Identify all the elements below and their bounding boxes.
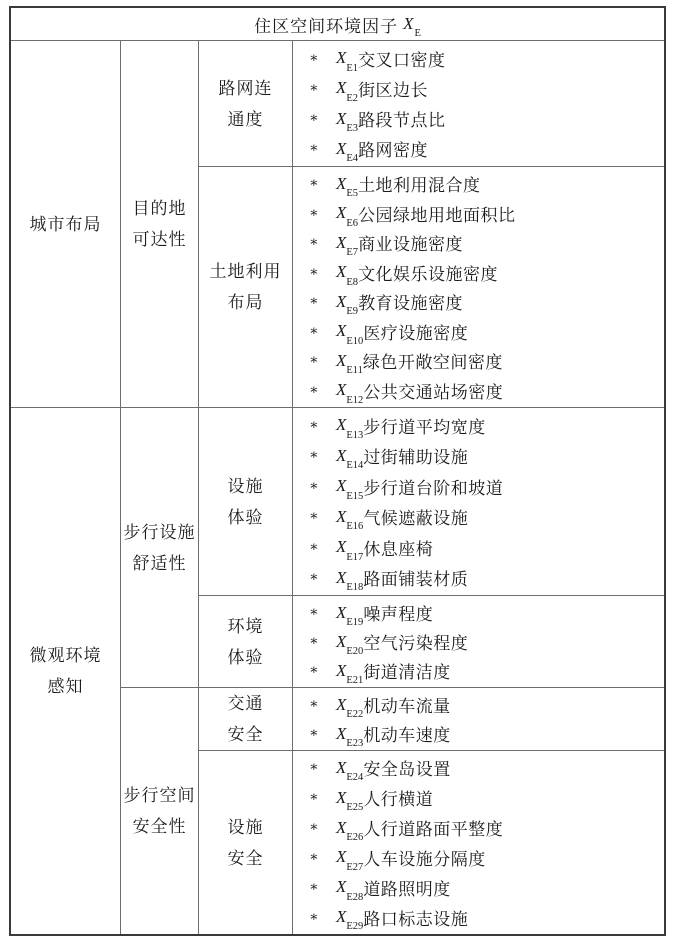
factor-item	[309, 289, 660, 318]
factor-label: 文化娱乐设施密度	[358, 264, 499, 284]
group-walking-space-safety	[121, 687, 664, 934]
asterisk-bullet: ∗	[309, 417, 319, 433]
asterisk-bullet: ∗	[309, 663, 319, 678]
factor-variable: $X_{E8}$	[336, 262, 359, 288]
subrow-facility-experience	[199, 408, 664, 595]
factor-item	[309, 474, 660, 502]
factor-variable: $X_{E28}$	[336, 877, 364, 903]
factor-label: 交叉口密度	[358, 50, 446, 70]
factor-variable: $X_{E4}$	[336, 138, 359, 165]
factor-label: 步行道台阶和坡道	[363, 478, 504, 498]
factor-list	[293, 41, 664, 166]
asterisk-bullet: ∗	[309, 605, 319, 620]
factor-variable: $X_{E13}$	[336, 415, 364, 441]
asterisk-bullet: ∗	[309, 634, 319, 649]
factor-item	[309, 106, 660, 135]
asterisk-bullet: ∗	[309, 697, 319, 712]
factor-label: 空气污染程度	[363, 634, 469, 653]
asterisk-bullet: ∗	[309, 111, 319, 127]
factor-item	[309, 443, 660, 472]
factor-label: 道路照明度	[363, 879, 451, 899]
factor-item	[309, 535, 660, 563]
factor-label: 公园绿地用地面积比	[358, 205, 516, 225]
factor-variable: $X_{E10}$	[336, 321, 364, 347]
factor-label: 医疗设施密度	[363, 323, 469, 343]
factor-item	[309, 565, 660, 594]
subgroup-cell-facility-safety: 设施 安全	[199, 751, 293, 934]
factor-item	[309, 348, 660, 377]
group-cell-walking-facility-comfort: 步行设施 舒适性	[121, 408, 199, 687]
factor-variable: $X_{E29}$	[336, 907, 364, 933]
factor-item	[309, 629, 660, 657]
factor-label: 路网密度	[358, 141, 429, 161]
asterisk-bullet: ∗	[309, 909, 319, 925]
factor-label: 绿色开敞空间密度	[362, 353, 503, 373]
table-title-text: 住区空间环境因子	[254, 16, 399, 36]
factor-list	[293, 688, 664, 750]
factor-variable: $X_{E1}$	[336, 48, 359, 74]
factor-variable: $X_{E27}$	[336, 847, 364, 873]
asterisk-bullet: ∗	[309, 235, 319, 251]
factor-variable: $X_{E3}$	[336, 108, 359, 135]
factor-item	[309, 378, 660, 406]
group-destination-accessibility	[121, 41, 664, 407]
factor-variable: $X_{E15}$	[336, 476, 364, 502]
section-micro-environment-perception	[11, 407, 664, 934]
factor-label: 步行道平均宽度	[363, 417, 486, 437]
subgroup-cell-traffic-safety: 交通 安全	[199, 688, 293, 750]
factor-item	[309, 905, 660, 933]
factor-item	[309, 692, 660, 720]
asterisk-bullet: ∗	[309, 879, 319, 895]
asterisk-bullet: ∗	[309, 820, 319, 836]
factor-variable: $X_{E12}$	[336, 380, 364, 406]
asterisk-bullet: ∗	[309, 50, 319, 66]
factor-list	[293, 167, 664, 407]
factor-item	[309, 658, 660, 686]
factor-variable: $X_{E24}$	[336, 757, 364, 784]
asterisk-bullet: ∗	[309, 539, 319, 555]
subrow-road-network-connectivity	[199, 41, 664, 166]
factor-variable: $X_{E20}$	[336, 631, 364, 657]
factor-item	[309, 721, 660, 749]
factor-label: 噪声程度	[363, 605, 434, 624]
factor-item	[309, 875, 660, 903]
asterisk-bullet: ∗	[309, 448, 319, 464]
factor-variable: $X_{E14}$	[336, 445, 364, 472]
factor-variable: $X_{E11}$	[336, 350, 363, 377]
factor-label: 安全岛设置	[363, 760, 451, 780]
subrow-environment-experience	[199, 595, 664, 687]
factor-variable: $X_{E22}$	[336, 694, 364, 720]
group-cell-walking-space-safety: 步行空间 安全性	[121, 688, 199, 934]
asterisk-bullet: ∗	[309, 80, 319, 96]
factor-item	[309, 815, 660, 843]
factor-label: 人行道路面平整度	[363, 820, 504, 840]
factor-list	[293, 596, 664, 687]
factor-label: 过街辅助设施	[363, 448, 469, 468]
factor-variable: $X_{E9}$	[336, 291, 359, 318]
factor-list	[293, 751, 664, 934]
asterisk-bullet: ∗	[309, 353, 319, 369]
category-cell-micro-environment-perception: 微观环境 感知	[11, 408, 121, 934]
asterisk-bullet: ∗	[309, 176, 319, 192]
factor-item	[309, 845, 660, 873]
factor-variable: $X_{E21}$	[336, 660, 364, 686]
factor-variable: $X_{E2}$	[336, 78, 359, 104]
group-walking-facility-comfort	[121, 408, 664, 687]
factor-item	[309, 76, 660, 104]
asterisk-bullet: ∗	[309, 382, 319, 398]
asterisk-bullet: ∗	[309, 849, 319, 865]
subgroup-cell-facility-experience: 设施 体验	[199, 408, 293, 595]
factor-label: 街区边长	[358, 80, 429, 100]
factor-label: 土地利用混合度	[358, 176, 481, 196]
factor-variable: $X_{E17}$	[336, 537, 364, 563]
asterisk-bullet: ∗	[309, 760, 319, 776]
asterisk-bullet: ∗	[309, 141, 319, 157]
asterisk-bullet: ∗	[309, 323, 319, 339]
factor-variable: $X_{E16}$	[336, 506, 364, 533]
subgroup-cell-land-use-layout: 土地利用 布局	[199, 167, 293, 407]
factor-label: 路口标志设施	[363, 909, 469, 929]
factor-item	[309, 319, 660, 347]
factor-label: 教育设施密度	[358, 294, 464, 314]
factor-variable: $X_{E26}$	[336, 817, 364, 843]
asterisk-bullet: ∗	[309, 264, 319, 280]
factor-variable: $X_{E6}$	[336, 203, 359, 229]
factor-label: 路段节点比	[358, 111, 446, 131]
factor-label: 机动车流量	[363, 697, 451, 716]
subgroup-cell-road-network-connectivity: 路网连 通度	[199, 41, 293, 166]
factor-label: 路面铺装材质	[363, 570, 469, 590]
asterisk-bullet: ∗	[309, 726, 319, 741]
factor-label: 机动车速度	[363, 726, 451, 745]
section-urban-layout	[11, 41, 664, 407]
factor-item	[309, 201, 660, 229]
subrow-traffic-safety	[199, 688, 664, 750]
factor-item	[309, 260, 660, 288]
table-title-variable: $X_E$	[403, 14, 421, 40]
factor-variable: $X_{E7}$	[336, 232, 359, 259]
factor-label: 休息座椅	[363, 539, 434, 559]
factor-item	[309, 136, 660, 165]
subrow-land-use-layout	[199, 166, 664, 407]
asterisk-bullet: ∗	[309, 790, 319, 806]
asterisk-bullet: ∗	[309, 570, 319, 586]
factor-label: 商业设施密度	[358, 235, 464, 255]
factor-item	[309, 230, 660, 259]
factor-label: 人行横道	[363, 790, 434, 810]
asterisk-bullet: ∗	[309, 294, 319, 310]
factor-variable: $X_{E23}$	[336, 723, 364, 749]
category-cell-urban-layout: 城市布局	[11, 41, 121, 407]
group-cell-destination-accessibility: 目的地 可达性	[121, 41, 199, 407]
asterisk-bullet: ∗	[309, 509, 319, 525]
factor-label: 街道清洁度	[363, 663, 451, 682]
factor-label: 公共交通站场密度	[363, 382, 504, 402]
factor-variable: $X_{E25}$	[336, 787, 364, 814]
factor-variable: $X_{E5}$	[336, 173, 359, 200]
asterisk-bullet: ∗	[309, 478, 319, 494]
factor-item	[309, 755, 660, 784]
subrow-facility-safety	[199, 750, 664, 934]
factor-item	[309, 413, 660, 441]
subgroup-cell-environment-experience: 环境 体验	[199, 596, 293, 687]
environment-factor-table	[9, 6, 666, 936]
factor-item	[309, 504, 660, 533]
factor-label: 气候遮蔽设施	[363, 509, 469, 529]
factor-item	[309, 171, 660, 200]
factor-label: 人车设施分隔度	[363, 849, 486, 869]
asterisk-bullet: ∗	[309, 205, 319, 221]
factor-list	[293, 408, 664, 595]
factor-item	[309, 785, 660, 814]
factor-item	[309, 600, 660, 628]
table-title	[11, 8, 664, 41]
factor-item	[309, 46, 660, 74]
factor-variable: $X_{E19}$	[336, 602, 364, 628]
factor-variable: $X_{E18}$	[336, 567, 364, 594]
